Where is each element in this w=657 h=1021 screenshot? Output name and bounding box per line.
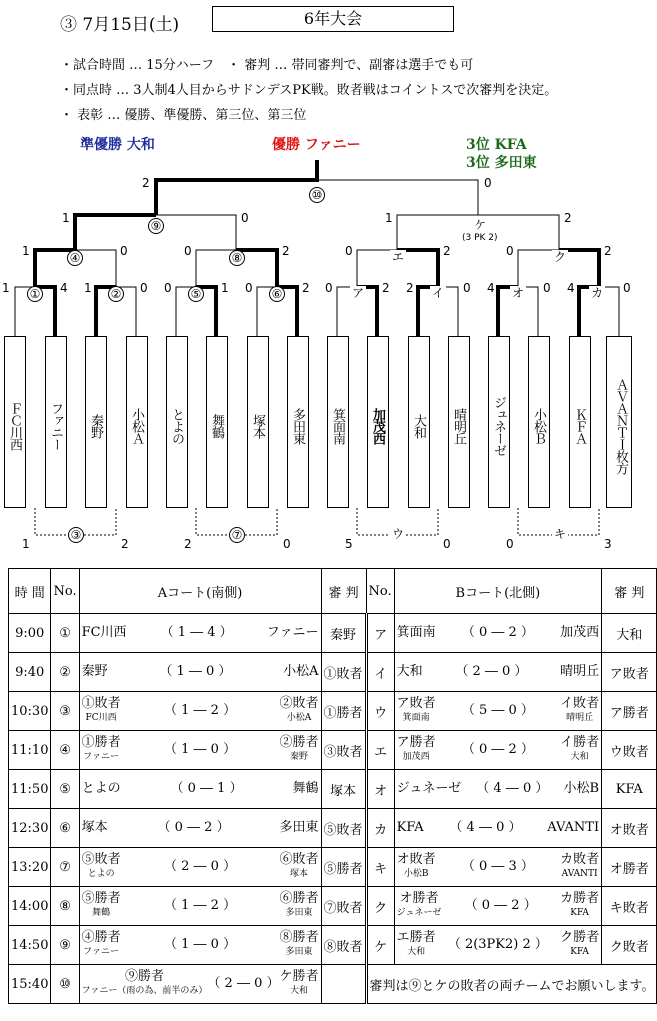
team-b1-sub: 大和 xyxy=(407,947,426,957)
team-box: ＡＶＡＮＴＩ枚方 xyxy=(606,336,632,508)
match-marker-ka: カ xyxy=(591,286,604,300)
bracket-score: 2 xyxy=(382,281,390,295)
team-a2: ファニー xyxy=(266,625,319,640)
team-b2: 加茂西 xyxy=(560,625,600,640)
match-marker-ke: ケ xyxy=(474,218,487,232)
row-time: 12:30 xyxy=(11,820,49,836)
score-b: （ 2 ― 0 ） xyxy=(455,664,528,679)
row-time: 10:30 xyxy=(11,703,49,719)
row-no: ⑧ xyxy=(59,898,71,914)
team-box: 塚本 xyxy=(247,336,269,508)
row-no-b: オ xyxy=(374,783,388,799)
header-no: No. xyxy=(51,569,79,614)
score-b: （ 5 ― 0 ） xyxy=(461,703,534,718)
team-a1-sub: ファニー xyxy=(83,947,119,957)
row-no-b: キ xyxy=(374,861,388,877)
row-no: ③ xyxy=(59,703,71,719)
bracket-score: 1 xyxy=(221,281,229,295)
bracket-score: 0 xyxy=(245,281,253,295)
team-a2-sub: 塚本 xyxy=(289,869,308,879)
match-marker-5: ⑤ xyxy=(188,286,204,302)
ref-a: ⑤敗者 xyxy=(323,822,363,838)
team-a1: ⑤敗者 xyxy=(81,852,121,867)
team-b2: AVANTI xyxy=(547,820,600,835)
team-b1: オ敗者 xyxy=(396,852,436,867)
team-a2: 舞鶴 xyxy=(292,781,319,796)
team-a2: 小松A xyxy=(283,664,319,679)
match-marker-i: イ xyxy=(432,286,445,300)
team-a1: とよの xyxy=(81,781,121,796)
row-no-b: ウ xyxy=(374,705,388,721)
pk-note: (3 PK 2) xyxy=(462,233,498,243)
team-b2: ク勝者 xyxy=(560,930,600,945)
ref-a: ⑧敗者 xyxy=(323,939,363,955)
table-row xyxy=(9,809,657,848)
team-a2: ⑥勝者 xyxy=(279,891,319,906)
score-b: （ 0 ― 3 ） xyxy=(461,859,534,874)
team-box: 箕面南 xyxy=(327,336,349,508)
team-a1: ①勝者 xyxy=(81,735,121,750)
team-box: 舞鶴 xyxy=(206,336,228,508)
row-time: 11:10 xyxy=(11,742,49,758)
team-box: ジュネーゼ xyxy=(488,336,510,508)
bracket-score: 0 xyxy=(283,537,291,551)
bracket-score: 1 xyxy=(22,537,30,551)
team-a2-sub: 小松A xyxy=(286,713,312,723)
table-row xyxy=(9,848,657,887)
score-a: （ 0 ― 1 ） xyxy=(170,781,243,796)
ref-a: 塚本 xyxy=(330,783,357,799)
ref-b: 大和 xyxy=(616,627,643,643)
ref-b: ア勝者 xyxy=(609,705,649,721)
event-date: ③ 7月15日(土) xyxy=(60,15,180,35)
bracket-score: 2 xyxy=(564,211,572,225)
team-a2-sub: 大和 xyxy=(289,986,308,996)
table-row xyxy=(9,731,657,770)
team-a1: ①敗者 xyxy=(81,696,121,711)
team-b1: KFA xyxy=(396,820,424,835)
team-b1: エ勝者 xyxy=(396,930,436,945)
team-b2: カ敗者 xyxy=(560,852,600,867)
score-a: （ 1 ― 0 ） xyxy=(164,742,237,757)
match-marker-9: ⑨ xyxy=(148,218,164,234)
team-b1: ジュネーゼ xyxy=(396,781,462,796)
header-time: 時 間 xyxy=(9,569,51,614)
team-box: 秦野 xyxy=(85,336,107,508)
team-a2-sub: 秦野 xyxy=(289,752,308,762)
team-a1-sub: 舞鶴 xyxy=(92,908,111,918)
row-time: 9:00 xyxy=(15,625,45,641)
team-b1: 箕面南 xyxy=(396,625,436,640)
header-ref-a: 審 判 xyxy=(321,569,366,614)
final-note: 審判は⑨とケの敗者の両チームでお願いします。 xyxy=(369,978,655,994)
header-no-b: No. xyxy=(366,569,394,614)
team-a2-sub: 多田東 xyxy=(285,908,313,918)
match-marker-ku: ク xyxy=(554,250,567,264)
rule-line-1: ・試合時間 … 15分ハーフ ・ 審判 … 帯同審判で、副審は選手でも可 xyxy=(60,58,474,73)
rule-line-3: ・ 表彰 … 優勝、準優勝、第三位、第三位 xyxy=(60,108,307,123)
rule-line-2: ・同点時 … 3人制4人目からサドンデスPK戦。敗者戦はコイントスで次審判を決定。 xyxy=(60,83,558,98)
score-a: （ 1 ― 0 ） xyxy=(159,664,232,679)
score-b: （ 0 ― 2 ） xyxy=(461,625,534,640)
score-a: （ 1 ― 2 ） xyxy=(164,703,237,718)
team-b2: イ敗者 xyxy=(560,696,600,711)
team-a1-sub: とよの xyxy=(87,869,115,879)
team-a2: ②勝者 xyxy=(279,735,319,750)
team-b2: イ勝者 xyxy=(560,735,600,750)
bracket-score: 0 xyxy=(623,281,631,295)
team-b2-sub: AVANTI xyxy=(561,869,598,879)
team-a2: ②敗者 xyxy=(279,696,319,711)
bracket-score: 4 xyxy=(60,281,68,295)
ref-b: オ敗者 xyxy=(609,822,649,838)
row-time: 14:50 xyxy=(11,937,49,953)
bracket-score: 0 xyxy=(164,281,172,295)
ref-a: ⑦敗者 xyxy=(323,900,363,916)
team-a2: ⑧勝者 xyxy=(279,930,319,945)
team-box: ＫＦＡ xyxy=(569,336,591,508)
ref-a: ⑤勝者 xyxy=(323,861,363,877)
bracket-score: 2 xyxy=(302,281,310,295)
bracket-score: 2 xyxy=(142,176,150,190)
table-row xyxy=(9,965,657,1004)
team-b2: 晴明丘 xyxy=(560,664,600,679)
team-b2-sub: KFA xyxy=(570,908,589,918)
team-box: 多田東 xyxy=(287,336,309,508)
match-marker-ki: キ xyxy=(554,527,567,541)
team-box: 小松Ｂ xyxy=(528,336,550,508)
ref-a: ①勝者 xyxy=(323,705,363,721)
ref-b: オ勝者 xyxy=(609,861,649,877)
row-no-b: イ xyxy=(374,666,388,682)
score-a: （ 1 ― 0 ） xyxy=(164,937,237,952)
table-row xyxy=(9,926,657,965)
match-marker-3: ③ xyxy=(68,527,84,543)
match-marker-10: ⑩ xyxy=(309,187,325,203)
bracket-score: 1 xyxy=(2,281,10,295)
row-time: 11:50 xyxy=(11,781,49,797)
bracket-score: 0 xyxy=(543,281,551,295)
row-no-b: エ xyxy=(374,744,388,760)
table-row xyxy=(9,770,657,809)
score-a: （ 1 ― 2 ） xyxy=(164,898,237,913)
row-time: 14:00 xyxy=(11,898,49,914)
team-b1: ア勝者 xyxy=(396,735,436,750)
bracket-score: 0 xyxy=(345,244,353,258)
match-marker-1: ① xyxy=(27,286,43,302)
team-a2-sub: 多田東 xyxy=(285,947,313,957)
row-time: 9:40 xyxy=(15,664,45,680)
team-b1: ア敗者 xyxy=(396,696,436,711)
team-b1-sub: ジュネーゼ xyxy=(396,908,442,918)
bracket-score: 0 xyxy=(184,244,192,258)
team-box: ＦＣ川西 xyxy=(4,336,26,508)
table-row xyxy=(9,692,657,731)
match-marker-4: ④ xyxy=(67,250,83,266)
bracket-score: 1 xyxy=(62,211,70,225)
team-a1-sub: FC川西 xyxy=(85,713,117,723)
team-a1: 塚本 xyxy=(81,820,108,835)
score-b: （ 4 ― 0 ） xyxy=(476,781,549,796)
row-time: 15:40 xyxy=(11,976,49,992)
score-a: （ 1 ― 4 ） xyxy=(160,625,233,640)
team-a2: ⑥敗者 xyxy=(279,852,319,867)
header-b-court: Bコート(北側) xyxy=(394,569,601,614)
row-no-b: ク xyxy=(374,900,388,916)
match-marker-7: ⑦ xyxy=(229,527,245,543)
match-marker-o: オ xyxy=(512,286,525,300)
header-a-court: Aコート(南側) xyxy=(79,569,321,614)
row-no-b: ア xyxy=(374,627,388,643)
row-no: ⑤ xyxy=(59,781,71,797)
champion-label: 優勝 ファニー xyxy=(272,137,361,153)
header-ref-b: 審 判 xyxy=(602,569,657,614)
score-b: （ 0 ― 2 ） xyxy=(464,898,537,913)
team-a1: ⑤勝者 xyxy=(81,891,121,906)
third-place-label-1: 3位 KFA xyxy=(466,137,527,153)
score-b: （ 4 ― 0 ） xyxy=(449,820,522,835)
match-marker-6: ⑥ xyxy=(269,286,285,302)
team-box: 晴明丘 xyxy=(448,336,470,508)
ref-a: 秦野 xyxy=(330,627,357,643)
bracket-score: 0 xyxy=(325,281,333,295)
team-b2: 小松B xyxy=(563,781,600,796)
team-box: 小松Ａ xyxy=(126,336,148,508)
row-no: ① xyxy=(59,625,71,641)
schedule-table xyxy=(8,568,657,1004)
bracket-score: 0 xyxy=(241,211,249,225)
score-b: （ 0 ― 2 ） xyxy=(461,742,534,757)
team-b2-sub: KFA xyxy=(570,947,589,957)
team-box: ファニー xyxy=(45,336,67,508)
bracket-score: 0 xyxy=(484,176,492,190)
score-b: （ 2(3PK2) 2 ） xyxy=(447,937,548,952)
match-marker-8: ⑧ xyxy=(229,250,245,266)
match-marker-a: ア xyxy=(352,286,365,300)
ref-b: ア敗者 xyxy=(609,666,649,682)
bracket-score: 0 xyxy=(443,537,451,551)
bracket-score: 2 xyxy=(604,244,612,258)
match-marker-u: ウ xyxy=(392,527,405,541)
table-row xyxy=(9,653,657,692)
event-title: 6年大会 xyxy=(212,6,454,32)
table-row xyxy=(9,887,657,926)
ref-a: ①敗者 xyxy=(323,666,363,682)
team-a1-sub: ファニー（雨の為、前半のみ） xyxy=(81,986,208,996)
team-a1: FC川西 xyxy=(81,625,127,640)
team-box: 大和 xyxy=(408,336,430,508)
bracket-score: 4 xyxy=(567,281,575,295)
row-no: ⑨ xyxy=(59,937,71,953)
bracket-score: 2 xyxy=(121,537,129,551)
bracket-score: 0 xyxy=(120,244,128,258)
bracket-score: 5 xyxy=(345,537,353,551)
row-no: ④ xyxy=(59,742,71,758)
score-a: （ 2 ― 0 ） xyxy=(207,976,280,991)
bracket-score: 0 xyxy=(506,244,514,258)
bracket-score: 4 xyxy=(487,281,495,295)
row-no-b: カ xyxy=(374,822,388,838)
third-place-label-2: 3位 多田東 xyxy=(466,155,537,171)
row-no: ⑦ xyxy=(59,859,71,875)
team-a1-sub: ファニー xyxy=(83,752,119,762)
runner-up-label: 準優勝 大和 xyxy=(80,137,155,153)
row-no: ⑥ xyxy=(59,820,71,836)
bracket-score: 1 xyxy=(385,211,393,225)
bracket-score: 2 xyxy=(282,244,290,258)
team-b2-sub: 大和 xyxy=(570,752,589,762)
match-marker-e: エ xyxy=(392,250,405,264)
score-a: （ 0 ― 2 ） xyxy=(157,820,230,835)
bracket-score: 0 xyxy=(506,537,514,551)
ref-b: ク敗者 xyxy=(609,939,649,955)
bracket-score: 2 xyxy=(443,244,451,258)
match-marker-2: ② xyxy=(108,286,124,302)
team-b1-sub: 加茂西 xyxy=(402,752,430,762)
bracket-score: 2 xyxy=(406,281,414,295)
score-a: （ 2 ― 0 ） xyxy=(164,859,237,874)
row-no: ⑩ xyxy=(59,976,71,992)
team-b1-sub: 箕面南 xyxy=(402,713,430,723)
bracket-score: 3 xyxy=(604,537,612,551)
bracket-score: 0 xyxy=(140,281,148,295)
table-row xyxy=(9,614,657,653)
team-a1: ⑨勝者 xyxy=(124,969,164,984)
team-b2: カ勝者 xyxy=(560,891,600,906)
row-time: 13:20 xyxy=(11,859,49,875)
bracket-score: 1 xyxy=(22,244,30,258)
row-no: ② xyxy=(59,664,71,680)
ref-b: キ敗者 xyxy=(609,900,649,916)
ref-a: ③敗者 xyxy=(323,744,363,760)
bracket-score: 0 xyxy=(463,281,471,295)
team-a1: ④勝者 xyxy=(81,930,121,945)
ref-b: KFA xyxy=(615,781,643,797)
row-no-b: ケ xyxy=(374,939,388,955)
team-b1: 大和 xyxy=(396,664,423,679)
team-b1: オ勝者 xyxy=(399,891,439,906)
bracket-score: 2 xyxy=(184,537,192,551)
team-a1: 秦野 xyxy=(81,664,108,679)
team-a2: 多田東 xyxy=(279,820,319,835)
bracket-score: 1 xyxy=(84,281,92,295)
team-b2-sub: 晴明丘 xyxy=(566,713,594,723)
team-a2: ケ勝者 xyxy=(279,969,319,984)
team-b1-sub: 小松B xyxy=(403,869,429,879)
team-box: とよの xyxy=(166,336,188,508)
team-box: 加茂西 xyxy=(367,336,389,508)
ref-b: ウ敗者 xyxy=(609,744,649,760)
